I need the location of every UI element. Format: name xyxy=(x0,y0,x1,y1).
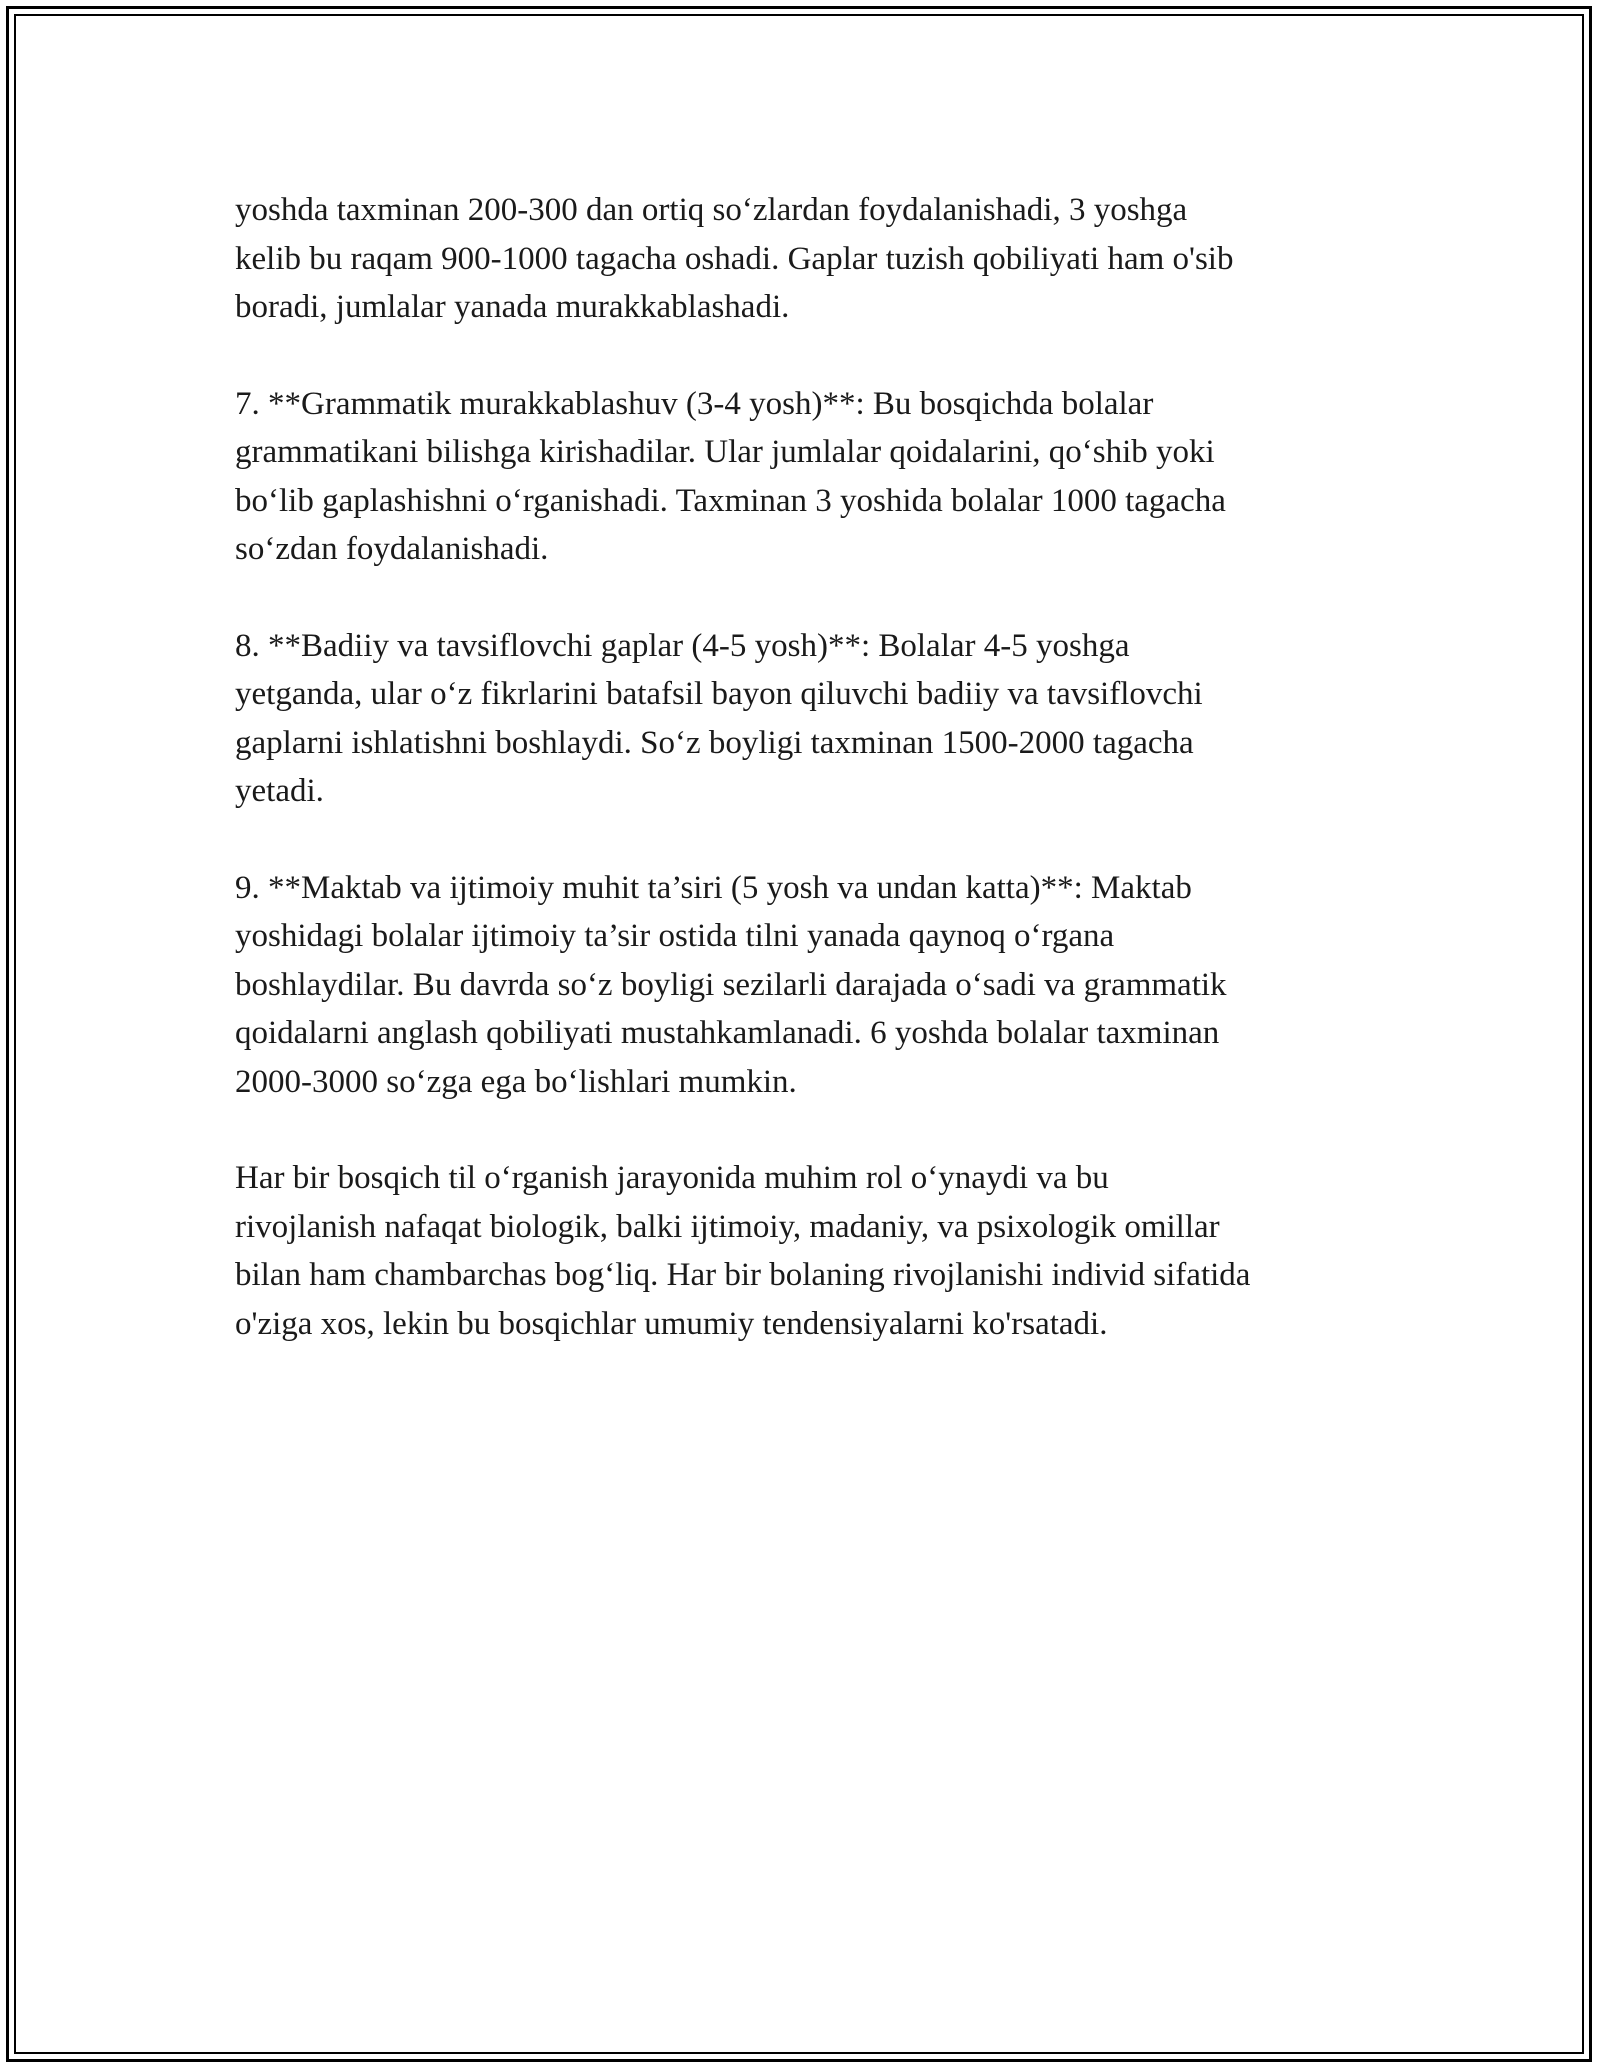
paragraph-item-7: 7. **Grammatik murakkablashuv (3-4 yosh)**: Bu bosqichda bolalar grammatikani bilishga kirishadilar. Ular jumlalar qoidalarini, qo‘shib yoki bo‘lib gaplashishni o‘rganishadi. Taxminan 3 yoshida bolalar 1000 tagacha so‘zdan foydalanishadi. xyxy=(235,385,1226,567)
paragraph-conclusion: Har bir bosqich til o‘rganish jarayonida muhim rol o‘ynaydi va bu rivojlanish nafaqat biologik, balki ijtimoiy, madaniy, va psixologik omillar bilan ham chambarchas bog‘liq. Har bir bolaning rivojlanishi individ sifatida o'ziga xos, lekin bu bosqichlar umumiy tendensiyalarni ko'rsatadi. xyxy=(235,1160,1251,1342)
paragraph-item-8: 8. **Badiiy va tavsiflovchi gaplar (4-5 yosh)**: Bolalar 4-5 yoshga yetganda, ular o‘z fikrlarini batafsil bayon qiluvchi badiiy va tavsiflovchi gaplarni ishlatishni boshlaydi. So‘z boyligi taxminan 1500-2000 tagacha yetadi. xyxy=(235,627,1203,809)
paragraph-item-9: 9. **Maktab va ijtimoiy muhit ta’siri (5 yosh va undan katta)**: Maktab yoshidagi bolalar ijtimoiy ta’sir ostida tilni yanada qaynoq o‘rgana boshlaydilar. Bu davrda so‘z boyligi sezilarli darajada o‘sadi va grammatik qoidalarni anglash qobiliyati mustahkamlanadi. 6 yoshda bolalar taxminan 2000-3000 so‘zga ega bo‘lishlari mumkin. xyxy=(235,869,1227,1100)
paragraph-continuation: yoshda taxminan 200-300 dan ortiq so‘zlardan foydalanishadi, 3 yoshga kelib bu raqam 900-1000 tagacha oshadi. Gaplar tuzish qobiliyati ham o'sib boradi, jumlalar yanada murakkablashadi. xyxy=(235,192,1234,325)
document-body xyxy=(235,186,1385,1396)
